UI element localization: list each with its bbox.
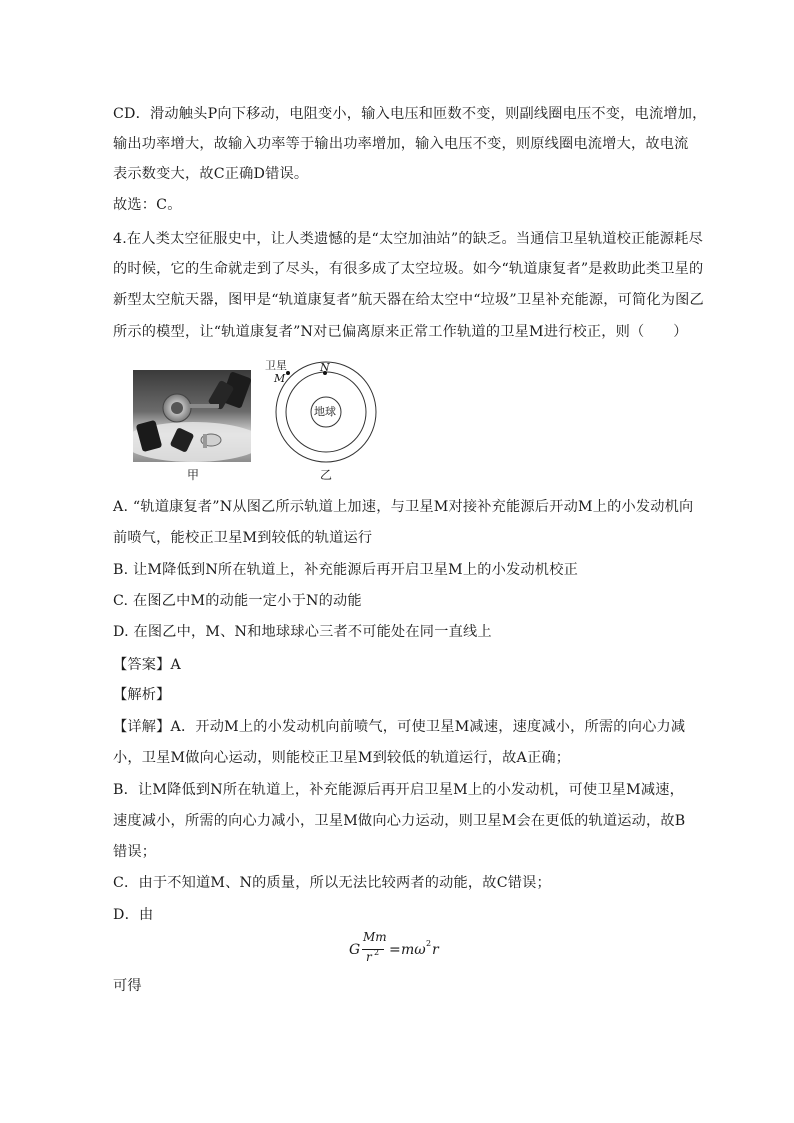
analysis-line: D．由 bbox=[113, 907, 154, 923]
text-line: 输出功率增大，故输入功率等于输出功率增加，输入电压不变，则原线圈电流增大，故电流 bbox=[113, 136, 689, 152]
formula-rhs-tail: r bbox=[432, 942, 439, 958]
analysis-line: 小，卫星M做向心运动，则能校正卫星M到较低的轨道运行，故A正确； bbox=[113, 750, 571, 766]
analysis-line: 【详解】A．开动M上的小发动机向前喷气，可使卫星M减速，速度减小，所需的向心力减 bbox=[113, 719, 686, 735]
formula-denominator: r bbox=[366, 950, 372, 964]
question-line: 4.在人类太空征服史中，让人类遗憾的是“太空加油站”的缺乏。当通信卫星轨道校正能源耗尽 bbox=[113, 231, 703, 247]
satellite-label: 卫星 bbox=[265, 359, 287, 372]
option-b: B. 让M降低到N所在轨道上，补充能源后再开启卫星M上的小发动机校正 bbox=[113, 562, 578, 578]
answer: 【答案】A bbox=[113, 657, 181, 673]
gravity-formula bbox=[345, 930, 455, 970]
option-d: D. 在图乙中，M、N和地球球心三者不可能处在同一直线上 bbox=[113, 624, 492, 640]
after-formula-text: 可得 bbox=[113, 978, 142, 994]
option-a: A. “轨道康复者”N从图乙所示轨道上加速，与卫星M对接补充能源后开动M上的小发动机向 bbox=[113, 499, 694, 515]
m-label: M bbox=[274, 372, 286, 385]
analysis-line: B．让M降低到N所在轨道上，补充能源后再开启卫星M上的小发动机，可使卫星M减速， bbox=[113, 782, 684, 798]
spacecraft-photo bbox=[133, 370, 251, 462]
option-a-cont: 前喷气，能校正卫星M到较低的轨道运行 bbox=[113, 530, 373, 546]
text-line: 故选：C。 bbox=[113, 197, 182, 213]
formula-den-exp: 2 bbox=[374, 948, 380, 957]
formula-rhs-exp: 2 bbox=[426, 939, 432, 948]
caption-jia: 甲 bbox=[187, 468, 200, 482]
analysis-heading: 【解析】 bbox=[113, 687, 171, 703]
analysis-line: C．由于不知道M、N的质量，所以无法比较两者的动能，故C错误； bbox=[113, 875, 551, 891]
n-label: N bbox=[320, 361, 330, 374]
caption-yi: 乙 bbox=[320, 468, 333, 482]
text-line: CD．滑动触头P向下移动，电阻变小，输入电压和匝数不变，则副线圈电压不变，电流增加， bbox=[113, 106, 707, 122]
option-c: C. 在图乙中M的动能一定小于N的动能 bbox=[113, 593, 362, 609]
earth-label: 地球 bbox=[314, 405, 336, 418]
formula-g: G bbox=[349, 942, 361, 958]
spacecraft-illustration bbox=[133, 370, 251, 462]
analysis-line: 错误； bbox=[113, 844, 157, 860]
formula-numerator: Mm bbox=[363, 930, 387, 944]
question-line: 所示的模型，让“轨道康复者”N对已偏离原来正常工作轨道的卫星M进行校正，则（ ） bbox=[113, 324, 688, 340]
analysis-line: 速度减小，所需的向心力减小，卫星M做向心力运动，则卫星M会在更低的轨道运动，故B bbox=[113, 813, 686, 829]
text-line: 表示数变大，故C正确D错误。 bbox=[113, 166, 309, 182]
question-line: 的时候，它的生命就走到了尽头，有很多成了太空垃圾。如今“轨道康复者”是救助此类卫星的 bbox=[113, 261, 704, 277]
formula-equals: = bbox=[389, 942, 401, 958]
formula-rhs: mω bbox=[401, 942, 426, 958]
question-line: 新型太空航天器，图甲是“轨道康复者”航天器在给太空中“垃圾”卫星补充能源，可简化为图乙 bbox=[113, 292, 704, 308]
